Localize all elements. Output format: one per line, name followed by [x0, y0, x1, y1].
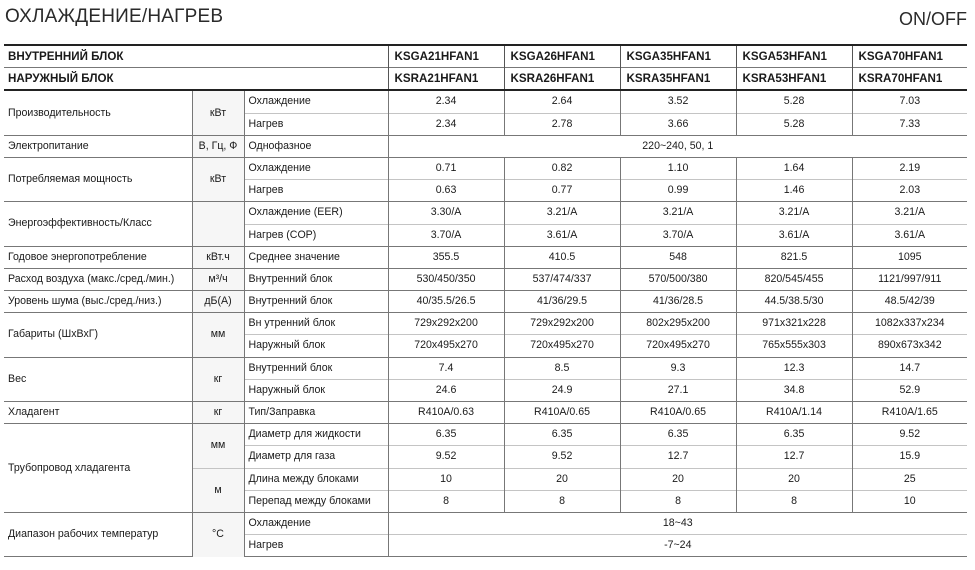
value-cell: 5.28 — [736, 90, 852, 113]
sub-param: Нагрев — [244, 113, 388, 135]
outdoor-model: KSRA26HFAN1 — [504, 68, 620, 91]
param-name: Вес — [4, 357, 192, 401]
spec-row — [4, 357, 967, 379]
value-cell: 3.21/A — [620, 202, 736, 224]
value-cell: 6.35 — [504, 424, 620, 446]
param-name: Габариты (ШхВхГ) — [4, 313, 192, 357]
unit: мм — [192, 424, 244, 468]
value-cell: 9.52 — [504, 446, 620, 468]
value-span: -7~24 — [388, 535, 967, 557]
value-cell: 6.35 — [388, 424, 504, 446]
value-cell: 0.63 — [388, 180, 504, 202]
sub-param: Охлаждение (EER) — [244, 202, 388, 224]
section-title: ОХЛАЖДЕНИЕ/НАГРЕВ — [5, 6, 224, 27]
spec-row — [4, 402, 967, 424]
sub-param: Нагрев — [244, 180, 388, 202]
value-cell: 820/545/455 — [736, 268, 852, 290]
unit: кг — [192, 357, 244, 401]
spec-row — [4, 268, 967, 290]
spec-row — [4, 246, 967, 268]
sub-param: Охлаждение — [244, 90, 388, 113]
value-cell: 41/36/29.5 — [504, 291, 620, 313]
value-cell: 3.70/A — [388, 224, 504, 246]
value-cell: 12.7 — [620, 446, 736, 468]
outdoor-header-row — [4, 68, 967, 91]
sub-param: Однофазное — [244, 135, 388, 157]
sub-param: Внутренний блок — [244, 357, 388, 379]
value-cell: 7.4 — [388, 357, 504, 379]
value-cell: 8 — [504, 490, 620, 512]
outdoor-model: KSRA21HFAN1 — [388, 68, 504, 91]
unit: °C — [192, 512, 244, 556]
value-cell: 5.28 — [736, 113, 852, 135]
spec-row — [4, 424, 967, 446]
unit: кВт — [192, 90, 244, 135]
unit: кВт — [192, 157, 244, 201]
indoor-model: KSGA35HFAN1 — [620, 45, 736, 68]
value-cell: 802x295x200 — [620, 313, 736, 335]
value-cell: 6.35 — [620, 424, 736, 446]
param-name: Хладагент — [4, 402, 192, 424]
value-cell: 3.21/A — [736, 202, 852, 224]
unit: В, Гц, Ф — [192, 135, 244, 157]
param-name: Расход воздуха (макс./сред./мин.) — [4, 268, 192, 290]
value-cell: 3.52 — [620, 90, 736, 113]
unit: мм — [192, 313, 244, 357]
indoor-model: KSGA21HFAN1 — [388, 45, 504, 68]
value-cell: 14.7 — [852, 357, 967, 379]
outdoor-model: KSRA53HFAN1 — [736, 68, 852, 91]
value-cell: 44.5/38.5/30 — [736, 291, 852, 313]
value-cell: 0.82 — [504, 157, 620, 179]
sub-param: Диаметр для газа — [244, 446, 388, 468]
value-cell: 8 — [388, 490, 504, 512]
value-cell: 3.61/A — [852, 224, 967, 246]
value-cell: 8 — [620, 490, 736, 512]
spec-row — [4, 313, 967, 335]
value-cell: R410A/0.65 — [504, 402, 620, 424]
value-cell: 729x292x200 — [388, 313, 504, 335]
sub-param: Тип/Заправка — [244, 402, 388, 424]
value-cell: 1082x337x234 — [852, 313, 967, 335]
spec-row — [4, 157, 967, 179]
value-cell: 20 — [620, 468, 736, 490]
value-cell: 720x495x270 — [504, 335, 620, 357]
value-cell: 1121/997/911 — [852, 268, 967, 290]
value-cell: 3.30/A — [388, 202, 504, 224]
value-cell: 1095 — [852, 246, 967, 268]
indoor-model: KSGA53HFAN1 — [736, 45, 852, 68]
value-cell: 24.9 — [504, 379, 620, 401]
spec-table — [4, 44, 967, 557]
value-cell: 10 — [388, 468, 504, 490]
value-span: 18~43 — [388, 512, 967, 534]
value-cell: 12.7 — [736, 446, 852, 468]
sub-param: Охлаждение — [244, 157, 388, 179]
sub-param: Наружный блок — [244, 335, 388, 357]
value-cell: 41/36/28.5 — [620, 291, 736, 313]
spec-row — [4, 135, 967, 157]
sub-param: Наружный блок — [244, 379, 388, 401]
param-name: Диапазон рабочих температур — [4, 512, 192, 556]
value-cell: 971x321x228 — [736, 313, 852, 335]
param-name: Уровень шума (выс./сред./низ.) — [4, 291, 192, 313]
value-cell: 0.71 — [388, 157, 504, 179]
value-cell: 12.3 — [736, 357, 852, 379]
spec-row — [4, 291, 967, 313]
value-cell: 3.66 — [620, 113, 736, 135]
sub-param: Внутренний блок — [244, 268, 388, 290]
sub-param: Вн утренний блок — [244, 313, 388, 335]
value-cell: 10 — [852, 490, 967, 512]
param-name: Производительность — [4, 90, 192, 135]
value-cell: 2.19 — [852, 157, 967, 179]
sub-param: Перепад между блоками — [244, 490, 388, 512]
value-cell: R410A/0.65 — [620, 402, 736, 424]
value-cell: R410A/0.63 — [388, 402, 504, 424]
sub-param: Внутренний блок — [244, 291, 388, 313]
value-cell: 24.6 — [388, 379, 504, 401]
value-cell: 0.99 — [620, 180, 736, 202]
value-cell: 9.52 — [852, 424, 967, 446]
value-cell: 410.5 — [504, 246, 620, 268]
value-span: 220~240, 50, 1 — [388, 135, 967, 157]
unit: дБ(А) — [192, 291, 244, 313]
value-cell: 34.8 — [736, 379, 852, 401]
sub-param: Диаметр для жидкости — [244, 424, 388, 446]
indoor-header-row — [4, 45, 967, 68]
value-cell: 9.3 — [620, 357, 736, 379]
sub-param: Длина между блоками — [244, 468, 388, 490]
value-cell: 25 — [852, 468, 967, 490]
value-cell: 6.35 — [736, 424, 852, 446]
value-cell: 1.10 — [620, 157, 736, 179]
value-cell: 2.64 — [504, 90, 620, 113]
sub-param: Среднее значение — [244, 246, 388, 268]
sub-param: Охлаждение — [244, 512, 388, 534]
value-cell: 7.33 — [852, 113, 967, 135]
outdoor-label: НАРУЖНЫЙ БЛОК — [4, 68, 388, 91]
indoor-label: ВНУТРЕННИЙ БЛОК — [4, 45, 388, 68]
value-cell: 15.9 — [852, 446, 967, 468]
value-cell: R410A/1.14 — [736, 402, 852, 424]
value-cell: 20 — [504, 468, 620, 490]
value-cell: 2.03 — [852, 180, 967, 202]
value-cell: 548 — [620, 246, 736, 268]
value-cell: 355.5 — [388, 246, 504, 268]
indoor-model: KSGA70HFAN1 — [852, 45, 967, 68]
unit: м³/ч — [192, 268, 244, 290]
value-cell: 720x495x270 — [388, 335, 504, 357]
value-cell: 3.61/A — [504, 224, 620, 246]
param-name: Электропитание — [4, 135, 192, 157]
value-cell: 720x495x270 — [620, 335, 736, 357]
value-cell: 40/35.5/26.5 — [388, 291, 504, 313]
value-cell: 890x673x342 — [852, 335, 967, 357]
spec-row — [4, 202, 967, 224]
sub-param: Нагрев — [244, 535, 388, 557]
param-name: Годовое энергопотребление — [4, 246, 192, 268]
value-cell: 3.61/A — [736, 224, 852, 246]
value-cell: 729x292x200 — [504, 313, 620, 335]
outdoor-model: KSRA35HFAN1 — [620, 68, 736, 91]
value-cell: 8 — [736, 490, 852, 512]
value-cell: 3.21/A — [504, 202, 620, 224]
mode-label: ON/OFF — [899, 9, 967, 29]
value-cell: 7.03 — [852, 90, 967, 113]
value-cell: 1.64 — [736, 157, 852, 179]
unit — [192, 202, 244, 246]
value-cell: 52.9 — [852, 379, 967, 401]
value-cell: 2.34 — [388, 113, 504, 135]
outdoor-model: KSRA70HFAN1 — [852, 68, 967, 91]
value-cell: 821.5 — [736, 246, 852, 268]
value-cell: 1.46 — [736, 180, 852, 202]
spec-row — [4, 512, 967, 534]
param-name: Потребляемая мощность — [4, 157, 192, 201]
param-name: Энергоэффективность/Класс — [4, 202, 192, 246]
value-cell: 8.5 — [504, 357, 620, 379]
sub-param: Нагрев (COP) — [244, 224, 388, 246]
value-cell: 20 — [736, 468, 852, 490]
value-cell: R410A/1.65 — [852, 402, 967, 424]
param-name: Трубопровод хладагента — [4, 424, 192, 513]
value-cell: 530/450/350 — [388, 268, 504, 290]
indoor-model: KSGA26HFAN1 — [504, 45, 620, 68]
value-cell: 0.77 — [504, 180, 620, 202]
value-cell: 9.52 — [388, 446, 504, 468]
value-cell: 570/500/380 — [620, 268, 736, 290]
unit: кг — [192, 402, 244, 424]
value-cell: 27.1 — [620, 379, 736, 401]
unit: м — [192, 468, 244, 512]
value-cell: 537/474/337 — [504, 268, 620, 290]
value-cell: 2.34 — [388, 90, 504, 113]
value-cell: 3.21/A — [852, 202, 967, 224]
unit: кВт.ч — [192, 246, 244, 268]
spec-row — [4, 90, 967, 113]
value-cell: 765x555x303 — [736, 335, 852, 357]
value-cell: 3.70/A — [620, 224, 736, 246]
value-cell: 48.5/42/39 — [852, 291, 967, 313]
value-cell: 2.78 — [504, 113, 620, 135]
